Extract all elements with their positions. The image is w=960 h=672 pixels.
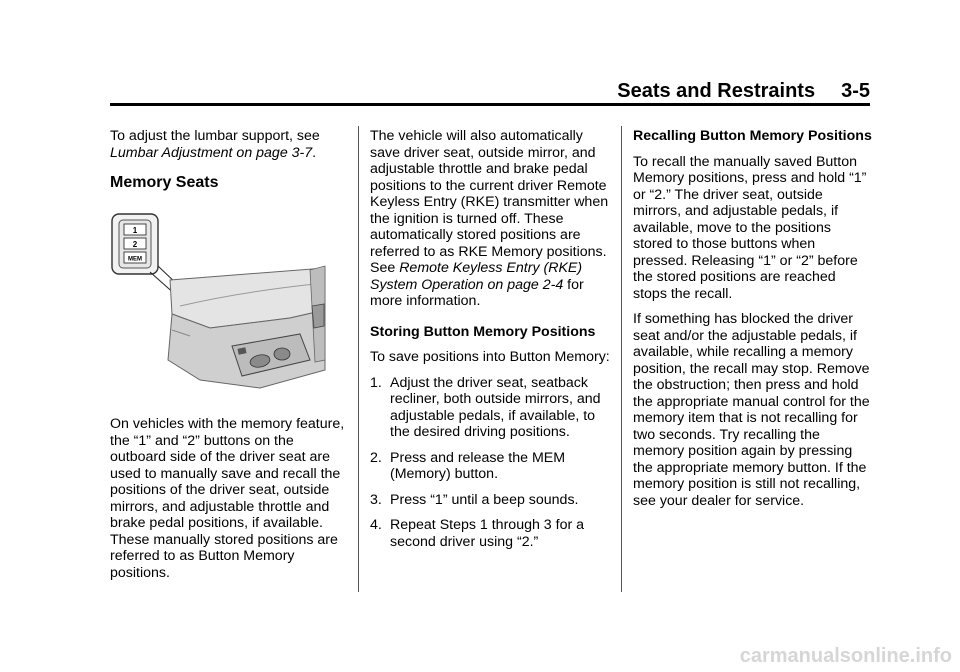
section-title: Seats and Restraints <box>617 80 816 102</box>
storing-steps-list <box>370 375 612 551</box>
lumbar-reference-paragraph <box>110 128 348 161</box>
step-number: 4. <box>370 517 382 533</box>
seat-drawing <box>168 266 325 388</box>
column-1 <box>110 128 348 590</box>
step-number: 3. <box>370 491 382 508</box>
step-text: Press “1” until a beep sounds. <box>390 491 579 508</box>
rke-memory-paragraph <box>370 128 612 310</box>
list-item <box>370 492 612 509</box>
column-2 <box>370 128 612 559</box>
step-text: Press and release the MEM (Memory) button. <box>390 449 566 482</box>
list-item <box>370 375 612 441</box>
lumbar-page-reference[interactable]: Lumbar Adjustment on page 3-7 <box>110 144 313 161</box>
storing-intro: To save positions into Button Memory: <box>370 349 610 365</box>
storing-positions-heading: Storing Button Memory Positions <box>370 323 596 340</box>
column-3 <box>633 128 873 518</box>
mem-button-label: MEM <box>128 256 142 262</box>
rke-memory-text: The vehicle will also automatically save driver seat, outside mirror, and adjustable throttle and brake pedal positions to the current driver Remote Keyless Entry (RKE) transmitter when the ignition is turned off. These automatically stored positions are referred to as RKE Memory positions. See <box>370 128 609 276</box>
recalling-paragraph: To recall the manually saved Button Memory positions, press and hold “1” or “2.” The driver seat, outside mirrors, and adjustable pedals, if available, move to the positions stored to those buttons when pressed. Releasing “1” or “2” before the stored positions are reached stops the recall. <box>633 153 867 302</box>
list-item <box>370 517 612 550</box>
memory-seats-heading: Memory Seats <box>110 174 219 191</box>
column-divider-2 <box>621 126 622 592</box>
list-item <box>370 450 612 483</box>
blocked-recall-paragraph: If something has blocked the driver seat and/or the adjustable pedals, if available, while recalling a memory position, the recall may stop. Remove the obstruction; then press and hold the appropriate manual control for the memory item that is not recalling for two seconds. Try recalling the memory position again by pressing the appropriate memory button. If the memory position is still not recalling, see your dealer for service. <box>633 311 870 509</box>
page-header <box>617 80 870 103</box>
page-number: 3-5 <box>841 80 870 102</box>
memory-button-panel <box>112 214 158 274</box>
header-rule <box>110 103 870 106</box>
memory-seat-illustration <box>110 210 332 396</box>
step-number: 1. <box>370 374 382 391</box>
step-text: Repeat Steps 1 through 3 for a second driver using “2.” <box>390 517 585 550</box>
memory-seats-description: On vehicles with the memory feature, the “1” and “2” buttons on the outboard side of the driver seat are used to manually save and recall the positions of the driver seat, outside mirrors, and adjustable throttle and brake pedal positions, if available. These manually stored positions are referred to as Button Memory positions. <box>110 416 345 581</box>
rke-memory-end: for more information. <box>370 276 584 309</box>
button-2-label: 2 <box>132 239 138 249</box>
step-number: 2. <box>370 449 382 466</box>
lumbar-period: . <box>312 144 317 161</box>
rke-page-reference[interactable]: Remote Keyless Entry (RKE) System Operation on page 2-4 <box>370 260 583 293</box>
recalling-positions-heading: Recalling Button Memory Positions <box>633 128 872 144</box>
lumbar-intro-text: To adjust the lumbar support, see <box>110 128 320 144</box>
button-1-label: 1 <box>132 225 138 235</box>
step-text: Adjust the driver seat, seatback recliner, both outside mirrors, and adjustable pedals, if available, to the desired driving positions. <box>390 374 601 440</box>
site-watermark: carmanualsonline.info <box>739 645 952 667</box>
column-divider-1 <box>358 126 359 592</box>
